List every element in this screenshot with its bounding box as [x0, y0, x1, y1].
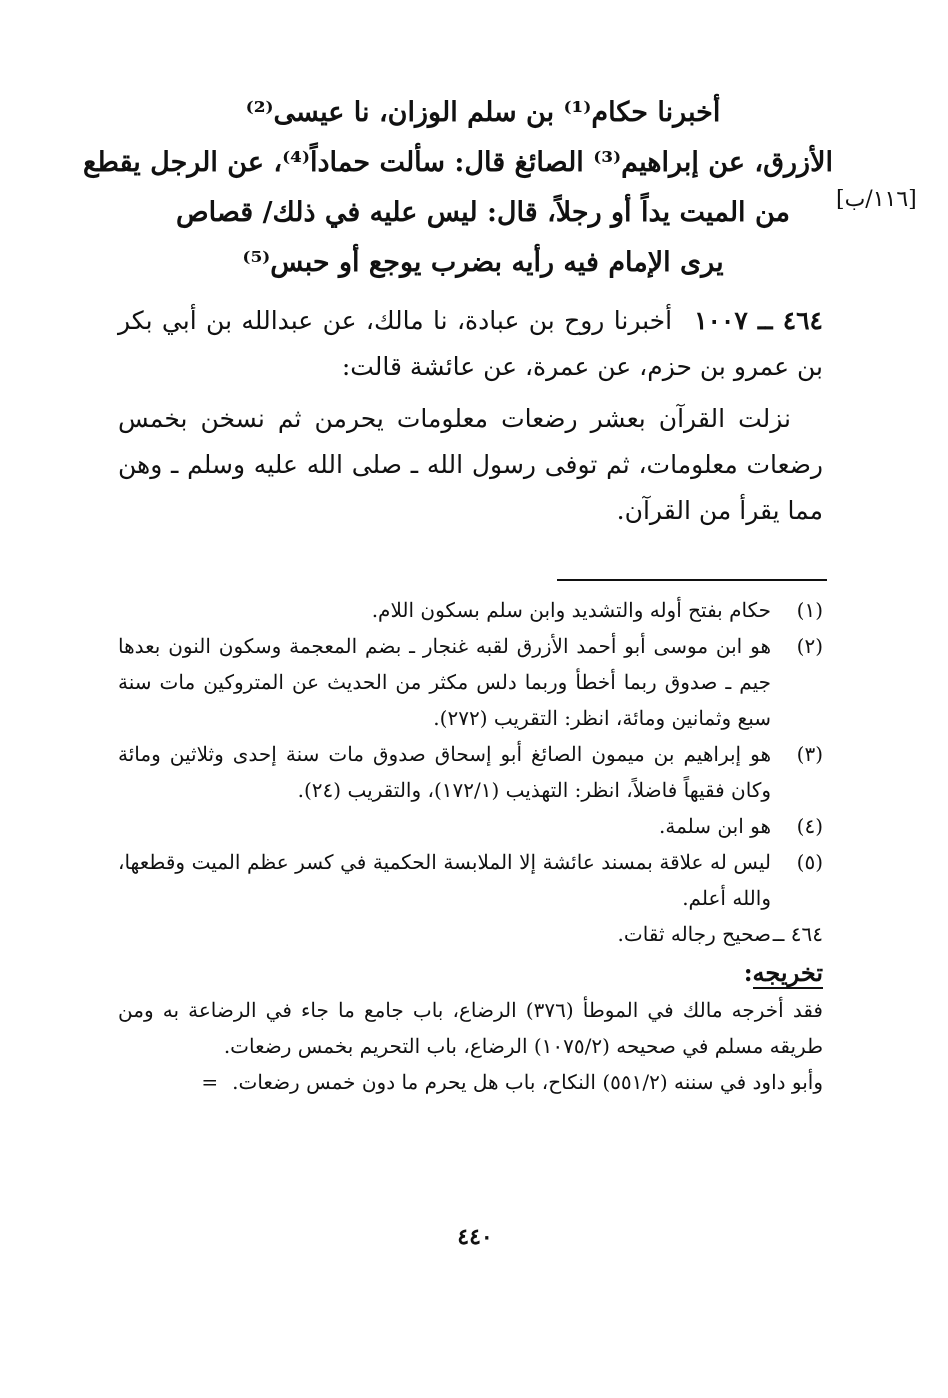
grading-number: ٤٦٤ ــ — [772, 922, 823, 946]
grading-text: صحيح رجاله ثقات. — [617, 922, 771, 946]
hadith-isnad-text: أخبرنا روح بن عبادة، نا مالك، عن عبدالله بن أبي بكر بن عمرو بن حزم، عن عمرة، عن عائشة قالت: — [118, 306, 823, 381]
takhrij-paragraph-text: وأبو داود في سننه (٥٥١/٢) النكاح، باب هل يحرم ما دون خمس رضعات. — [232, 1070, 823, 1094]
footnote-number: (١) — [796, 598, 823, 622]
hadith-block — [118, 298, 823, 534]
takhrij-heading — [118, 954, 823, 992]
footnote — [118, 736, 823, 808]
footnote — [118, 844, 823, 916]
heading-line-1: أخبرنا حكام⁽¹⁾ بن سلم الوزان، نا عيسى⁽²⁾ — [245, 97, 721, 128]
hadith-number: ٤٦٤ ــ ١٠٠٧ — [694, 306, 823, 335]
takhrij-paragraph — [118, 1064, 823, 1100]
footnote-number: (٤) — [796, 814, 823, 838]
footnote — [118, 808, 823, 844]
footnote-text: ليس له علاقة بمسند عائشة إلا الملابسة الحكمية في كسر عظم الميت وقطعها، والله أعلم. — [118, 850, 771, 910]
footnote-text: هو ابن موسى أبو أحمد الأزرق لقبه غنجار ـ بضم المعجمة وسكون النون بعدها جيم ـ صدوق ربما أخطأ وربما دلس مكثر من الحديث عن المتروكين مات سنة سبع وثمانين ومائة، انظر: التقريب (٢٧٢). — [118, 634, 771, 730]
footnote-number: (٥) — [796, 850, 823, 874]
manuscript-folio-note: [١١٦/ب] — [836, 187, 917, 212]
heading-line-3: من الميت يداً أو رجلاً، قال: ليس عليه في ذلك/ قصاص — [176, 197, 790, 228]
page-number: ٤٤٠ — [457, 1224, 493, 1250]
footnote-text: حكام بفتح أوله والتشديد وابن سلم بسكون اللام. — [371, 598, 771, 622]
takhrij-paragraph: فقد أخرجه مالك في الموطأ (٣٧٦) الرضاع، باب جامع ما جاء في الرضاعة به ومن طريقه مسلم في صحيحه (١٠٧٥/٢) الرضاع، باب التحريم بخمس رضعات. — [118, 998, 823, 1058]
footnote-number: (٢) — [796, 634, 823, 658]
hadith-isnad — [118, 298, 823, 390]
heading-line-4: يرى الإمام فيه رأيه بضرب يوجع أو حبس⁽⁵⁾ — [242, 247, 724, 278]
hadith-matn: نزلت القرآن بعشر رضعات معلومات يحرمن ثم نسخن بخمس رضعات معلومات، ثم توفى رسول الله ـ صلى الله عليه وسلم ـ وهن مما يقرأ من القرآن. — [118, 404, 823, 525]
grading-line — [118, 916, 823, 952]
footnote — [118, 628, 823, 736]
footnote-number: (٣) — [796, 742, 823, 766]
footnote-text: هو إبراهيم بن ميمون الصائغ أبو إسحاق صدوق مات سنة إحدى وثلاثين ومائة وكان فقيهاً فاضلاً، انظر: التهذيب (١٧٢/١)، والتقريب (٢٤). — [118, 742, 771, 802]
takhrij-heading-text: تخريجه — [752, 958, 823, 987]
continuation-mark: = — [201, 1070, 219, 1094]
footnotes-block — [118, 592, 823, 1100]
heading-line-2: الأزرق، عن إبراهيم⁽³⁾ الصائغ قال: سألت حماداً⁽⁴⁾، عن الرجل يقطع — [83, 147, 833, 178]
takhrij-heading-colon: : — [743, 958, 753, 987]
footnote-text: هو ابن سلمة. — [659, 814, 771, 838]
footnote-divider — [557, 579, 827, 581]
bold-heading-block — [83, 88, 833, 288]
footnote — [118, 592, 823, 628]
